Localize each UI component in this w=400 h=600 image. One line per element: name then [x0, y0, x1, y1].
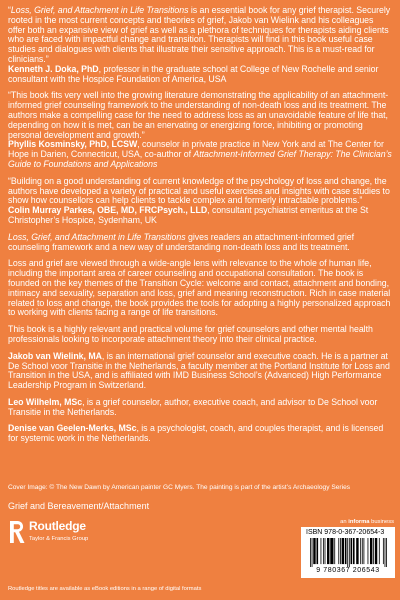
barcode-bar	[362, 538, 363, 564]
barcode-bar	[316, 538, 318, 564]
publisher-wordmark	[29, 520, 88, 543]
book-title: Loss, Grief, and Attachment in Life Transitions	[8, 231, 186, 242]
endorsement-attribution	[8, 65, 393, 85]
author-bio-wilhelm	[8, 398, 393, 418]
barcode	[310, 538, 387, 567]
endorsement-quote	[8, 6, 393, 65]
barcode-bar	[323, 538, 324, 564]
author-name: Leo Wilhelm, MSc	[8, 396, 83, 407]
isbn-label: ISBN 978-0-367-20654-3	[306, 529, 385, 536]
barcode-bar	[349, 538, 350, 567]
cover-image-credit: Cover Image: © The New Dawn by American painter GC Myers. The painting is part of the artist’s Archaeology Series	[8, 484, 351, 491]
barcode-bar	[347, 538, 348, 567]
author-bio	[8, 398, 393, 418]
author-bio-van-geelen-merks	[8, 424, 393, 444]
routledge-logo-icon	[9, 520, 25, 544]
tagline-suffix: business	[369, 519, 394, 525]
subject-category: Grief and Bereavement/Attachment	[8, 501, 150, 511]
barcode-bar	[313, 538, 315, 564]
barcode-digits: 9 780367 206543	[316, 567, 380, 574]
endorsement-parkes	[8, 177, 393, 226]
tagline-prefix: an	[340, 519, 349, 525]
barcode-bar	[379, 538, 380, 564]
endorser-affiliation: , professor in the graduate school at College of New Rochelle and senior consultant with the Hospice Foundation of America, USA	[8, 63, 379, 84]
endorsement-quote	[8, 91, 393, 140]
description-body	[8, 259, 393, 318]
barcode-bar	[353, 538, 355, 564]
barcode-bar	[345, 538, 347, 564]
author-name: Denise van Geelen-Merks, MSc	[8, 423, 137, 434]
description-text: gives readers an attachment-informed grief counseling framework and a new way of understanding non-death loss and its treatment.	[8, 231, 355, 252]
endorsement-attribution	[8, 140, 393, 169]
endorser-affiliation: , counselor in private practice in New York and at The Center for Hope in Darien, Connecticut, USA, co-author of	[8, 139, 384, 160]
endorsement-quote	[8, 177, 393, 206]
parent-company-name: informa	[348, 519, 370, 525]
barcode-bar	[386, 538, 387, 567]
barcode-bar	[375, 538, 377, 564]
parent-company-tagline	[340, 519, 394, 526]
barcode-bar	[310, 538, 311, 567]
endorser-name: Kenneth J. Doka, PhD	[8, 63, 99, 74]
endorsement-kosminsky	[8, 91, 393, 169]
ebook-availability-note: Routledge titles are available as eBook editions in a range of digital formats	[8, 586, 202, 592]
author-bio-text: , is an international grief counselor and executive coach. He is a partner at De School voor Transitie in the Netherlands, a faculty member at the Portland Institute for Loss and Transition in the USA, and is affiliated with IMD Business School’s (Advanced) High Performance Leadership Program in Switzerland.	[8, 350, 390, 391]
barcode-bar	[356, 538, 358, 564]
barcode-bar	[334, 538, 335, 564]
author-bio	[8, 424, 393, 444]
open-quote: “	[8, 5, 11, 15]
barcode-bar	[368, 538, 369, 564]
book-title: Loss, Grief, and Attachment in Life Transitions	[10, 5, 189, 15]
description-intro	[8, 233, 393, 253]
barcode-bar	[370, 538, 372, 564]
author-bio-van-wielink	[8, 352, 393, 391]
publisher-logo	[9, 520, 88, 544]
barcode-bar	[340, 538, 341, 564]
barcode-bar	[325, 538, 326, 564]
endorser-name: Colin Murray Parkes, OBE, MD, FRCPsych., LLD	[8, 205, 208, 216]
description-paragraph: This book is a highly relevant and practical volume for grief counselors and other mental health professionals looking to incorporate attachment theory into their clinical practice.	[8, 324, 373, 344]
barcode-bar	[351, 538, 353, 564]
quote-text: is an essential book for any grief therapist. Securely rooted in the most current concepts and theories of grief, Jakob van Wielink and his colleagues offer both an expansive view of grief as well as a plethora of techniques for therapists aiding clients who are faced with impactful change and transition. Therapists will find in this book useful case studies and dialogues with clients that illustrate their sensitive approach. This is a must-read for clinicians.”	[8, 5, 391, 64]
barcode-bar	[383, 538, 384, 564]
isbn-barcode-box	[301, 527, 395, 578]
quote-text: “Building on a good understanding of current knowledge of the psychology of loss and change, the authors have developed a variety of practical and useful exercises and insights with case studies to show how counsellors can help clients to tackle complex and formerly intractable problems.”	[8, 175, 390, 206]
description-audience	[8, 325, 393, 345]
publisher-name: Routledge	[29, 519, 86, 533]
author-bio	[8, 352, 393, 391]
author-name: Jakob van Wielink, MA	[8, 350, 102, 361]
publisher-group: Taylor & Francis Group	[29, 536, 89, 542]
barcode-bar	[360, 538, 361, 564]
endorser-book-title: Attachment-Informed Grief Therapy: The Clinician’s Guide to Foundations and Applications	[8, 149, 392, 169]
barcode-bar	[327, 538, 329, 564]
barcode-bar	[312, 538, 313, 567]
description-paragraph	[8, 233, 393, 253]
author-bio-text: , is a grief counselor, author, executive coach, and advisor to De School voor Transitie in the Netherlands.	[8, 396, 378, 417]
endorsement-doka	[8, 6, 393, 84]
endorser-affiliation: , consultant psychiatrist emeritus at the St Christopher’s Hospice, Sydenham, UK	[8, 205, 369, 225]
barcode-bar	[385, 538, 386, 567]
barcode-bar	[363, 538, 364, 564]
author-bio-text: , is a psychologist, coach, and couples therapist, and is licensed for systemic work in the Netherlands.	[8, 423, 384, 444]
endorser-name: Phyllis Kosminsky, PhD, LCSW	[8, 139, 138, 150]
quote-text: “This book fits very well into the growing literature demonstrating the applicability of an attachment-informed grief counseling framework to the understanding of non-death loss and its treatment. The authors make a compelling case for the need to address loss as an unavoidable feature of life that, depending on how it is met, can be an enervating or energizing force, inhibiting or promoting personal development and growth.”	[8, 90, 389, 140]
endorsement-attribution	[8, 206, 393, 226]
barcode-bar	[373, 538, 374, 564]
barcode-bar	[330, 538, 333, 564]
description-paragraph: Loss and grief are viewed through a wide-angle lens with relevance to the whole of human life, including the important area of career counseling and occupational consultation. The book is founded on the key themes of the Transition Cycle: welcome and contact, attachment and bonding, intimacy and sexuality, separation and loss, grief and meaning reconstruction. Rich in case material related to loss and change, the book provides the tools for adopting a highly personalized approach to working with clients facing a range of life transitions.	[8, 258, 391, 318]
back-cover-text	[8, 6, 393, 444]
barcode-bar	[338, 538, 339, 564]
barcode-bar	[321, 538, 322, 564]
barcode-bar	[342, 538, 344, 564]
